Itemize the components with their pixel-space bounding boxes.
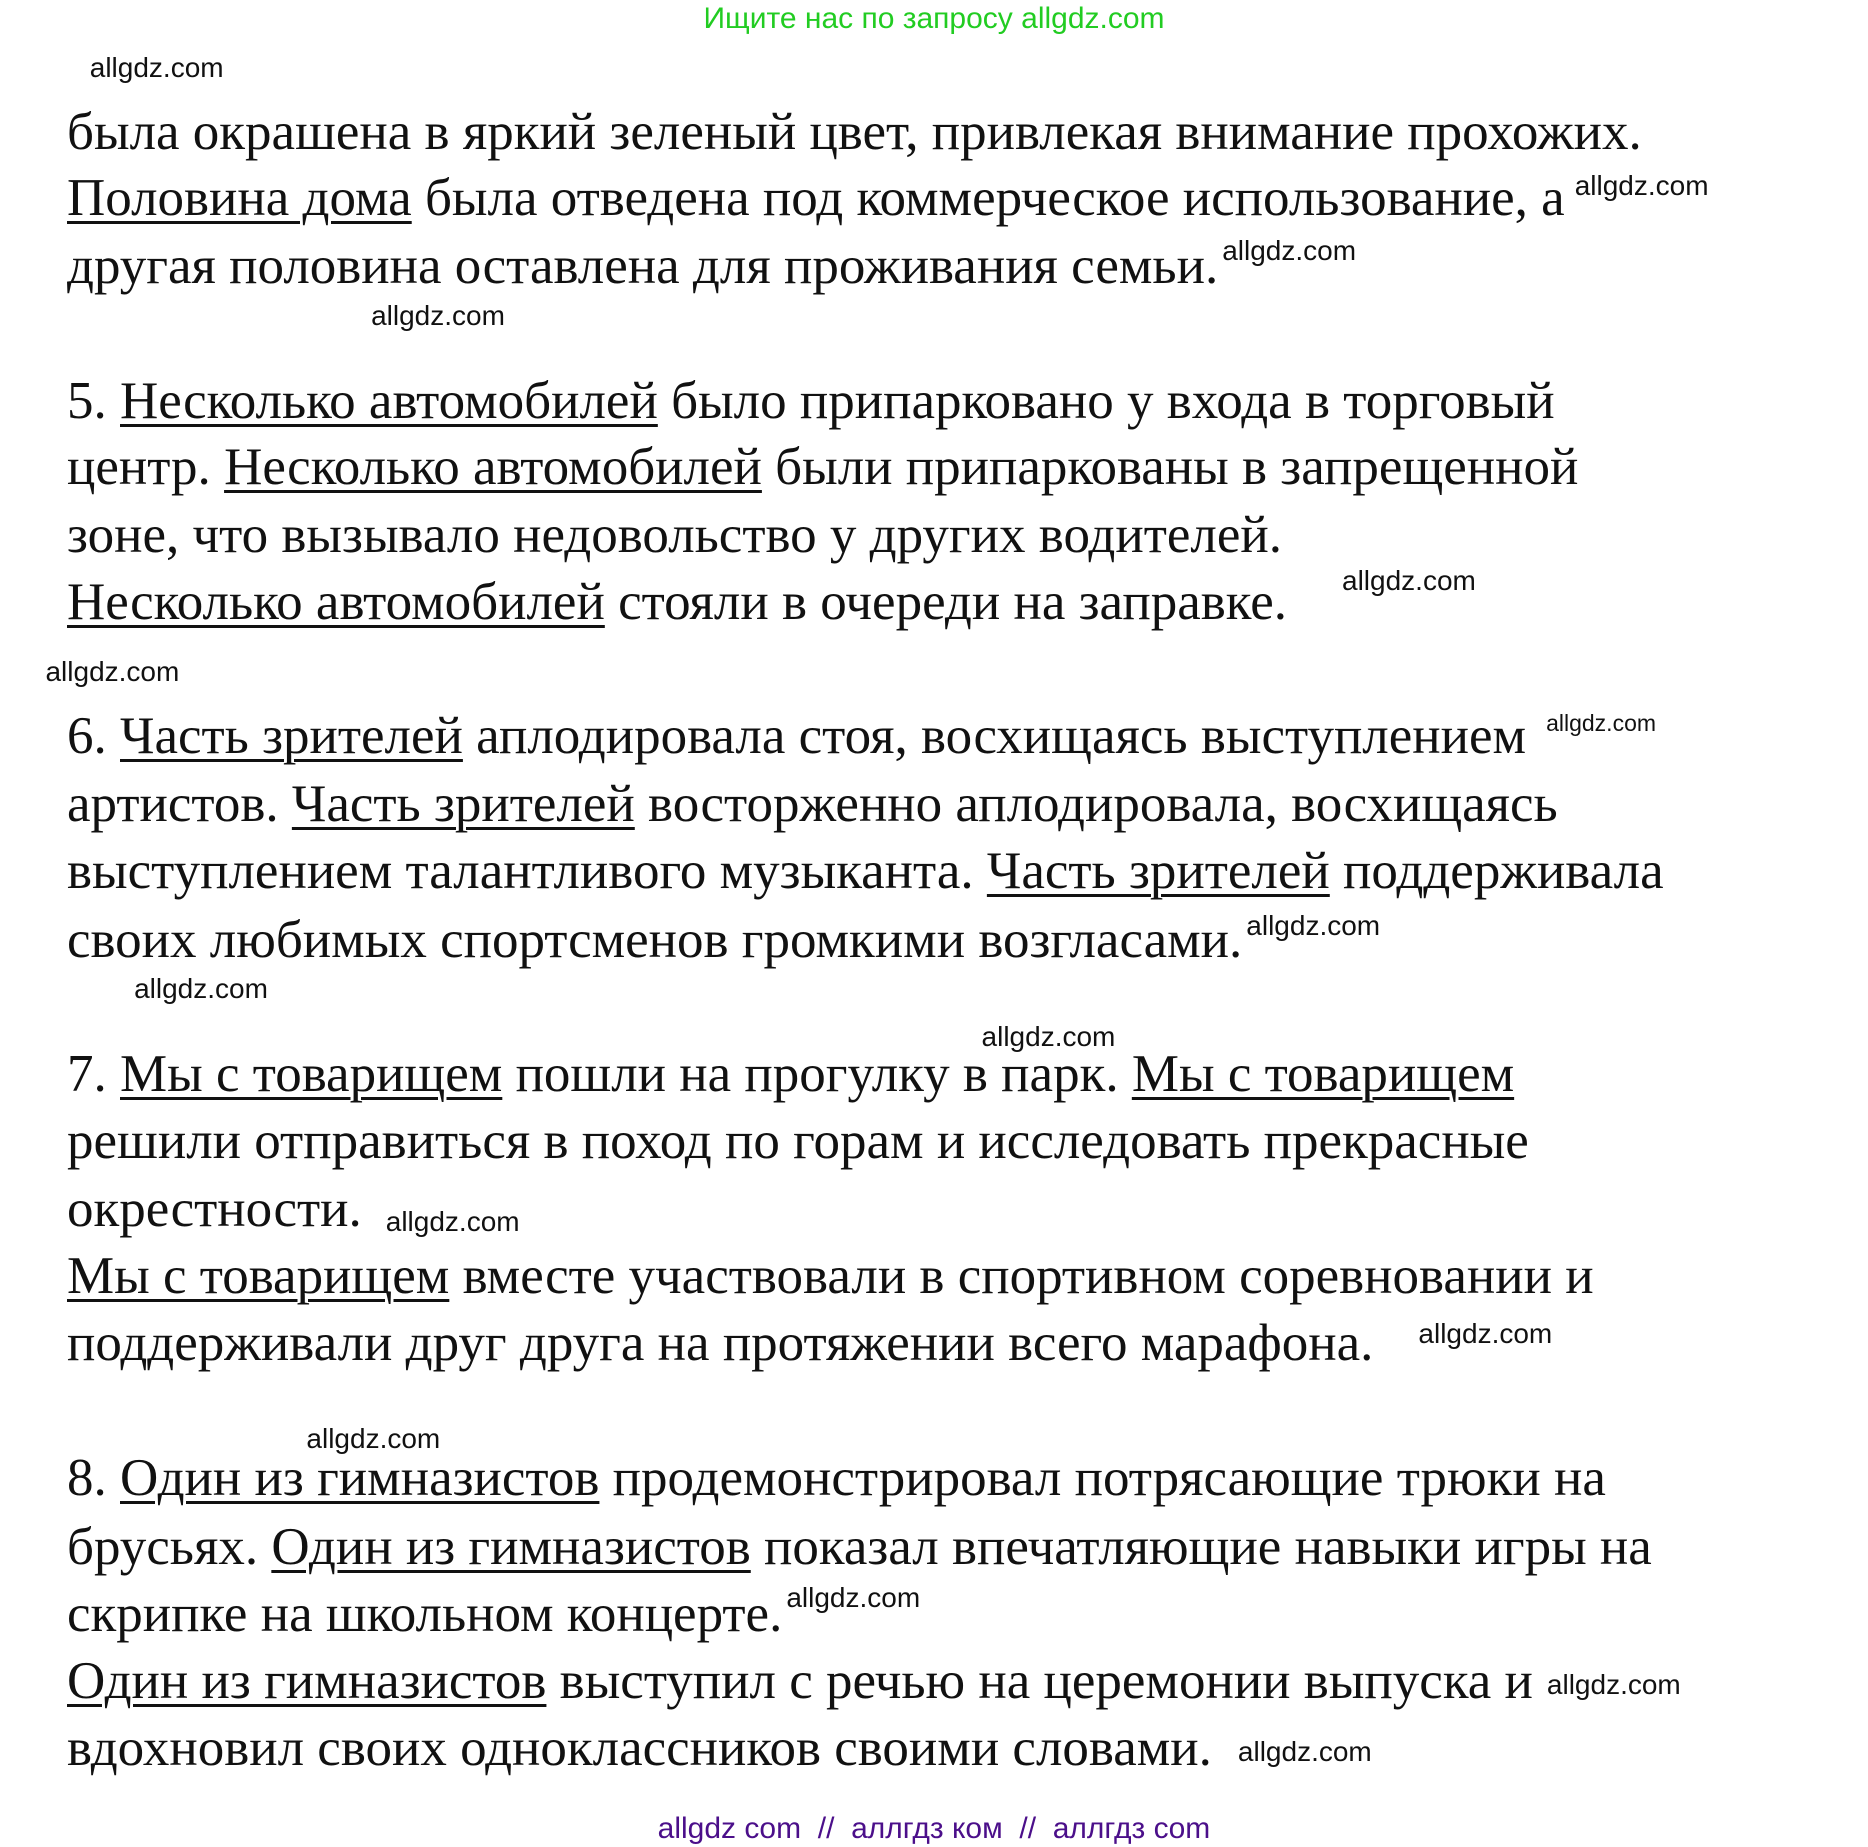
- watermark-text: allgdz.com: [1574, 170, 1709, 202]
- watermark-text: allgdz.com: [371, 300, 505, 331]
- text-segment: восторженно аплодировала, восхищаясь: [634, 775, 1558, 834]
- text-line: [67, 843, 1664, 899]
- text-segment: другая половина оставлена для проживания семьи.: [67, 236, 1219, 295]
- watermark-text: allgdz.com: [134, 972, 268, 1004]
- text-line: [67, 1315, 1552, 1371]
- watermark-text: allgdz.com: [1222, 234, 1357, 266]
- text-segment: показал впечатляющие навыки игры на: [750, 1517, 1652, 1576]
- text-line: [67, 912, 1380, 968]
- watermark-text: allgdz.com: [1246, 910, 1381, 942]
- text-segment: была окрашена в яркий зеленый цвет, привлекая внимание прохожих.: [67, 102, 1642, 161]
- text-segment: 5.: [67, 371, 120, 430]
- text-segment: 8.: [67, 1449, 120, 1508]
- underlined-subject: Один из гимназистов: [271, 1517, 751, 1576]
- text-segment: центр.: [67, 437, 225, 496]
- watermark-text: allgdz.com: [981, 1020, 1116, 1052]
- text-segment: продемонстрировал потрясающие трюки на: [599, 1449, 1606, 1508]
- text-segment: зоне, что вызывало недовольство у других водителей.: [67, 506, 1283, 565]
- text-line: [67, 708, 1656, 764]
- underlined-subject: Часть зрителей: [986, 842, 1330, 901]
- watermark-text: allgdz.com: [1237, 1736, 1372, 1768]
- text-line: [67, 439, 1578, 495]
- text-segment: вдохновил своих одноклассников своими словами.: [67, 1718, 1212, 1777]
- text-line: [67, 564, 1476, 632]
- text-segment: своих любимых спортсменов громкими возгласами.: [67, 910, 1243, 969]
- text-segment: поддерживала: [1329, 842, 1664, 901]
- underlined-subject: Несколько автомобилей: [120, 371, 658, 430]
- text-segment: брусьях.: [67, 1517, 272, 1576]
- underlined-subject: Один из гимназистов: [120, 1449, 600, 1508]
- text-line: [67, 1450, 1606, 1506]
- text-segment: вместе участвовали в спортивном соревновании и: [449, 1247, 1594, 1305]
- text-line: [67, 1582, 921, 1643]
- text-segment: решили отправиться в поход по горам и исследовать прекрасные: [67, 1111, 1529, 1170]
- text-segment: выступлением талантливого музыканта.: [67, 842, 987, 901]
- text-segment: были припаркованы в запрещенной: [761, 437, 1579, 496]
- underlined-subject: Часть зрителей: [120, 707, 463, 766]
- text-segment: выступил с речью на церемонии выпуска и: [546, 1651, 1533, 1710]
- watermark-text: allgdz.com: [45, 655, 180, 687]
- text-line: [67, 234, 1357, 295]
- underlined-subject: Часть зрителей: [291, 775, 635, 834]
- text-segment: окрестности.: [67, 1179, 362, 1238]
- text-segment: поддерживали друг друга на протяжении всего марафона.: [67, 1314, 1374, 1373]
- watermark-text: allgdz.com: [1546, 709, 1657, 736]
- watermark-text: allgdz.com: [1342, 564, 1476, 596]
- watermark-text: allgdz.com: [306, 1422, 441, 1454]
- underlined-subject: Мы с товарищем: [120, 1044, 503, 1103]
- text-line: [67, 1046, 1514, 1102]
- text-line: [67, 1720, 1372, 1776]
- underlined-subject: Мы с товарищем: [1131, 1044, 1515, 1103]
- underlined-subject: Половина дома: [67, 168, 412, 227]
- text-segment: артистов.: [67, 775, 292, 834]
- underlined-subject: Несколько автомобилей: [67, 573, 605, 632]
- watermark-text: allgdz.com: [385, 1205, 520, 1237]
- text-line: [67, 373, 1555, 429]
- watermark-text: allgdz.com: [89, 52, 224, 84]
- text-line: [67, 776, 1558, 832]
- text-line: [67, 1248, 1594, 1304]
- text-line: [67, 1181, 520, 1237]
- text-segment: аплодировала стоя, восхищаясь выступлением: [462, 707, 1527, 766]
- underlined-subject: Несколько автомобилей: [224, 437, 762, 496]
- text-segment: скрипке на школьном концерте.: [67, 1584, 783, 1643]
- text-line: [67, 1653, 1681, 1709]
- text-segment: стояли в очереди на заправке.: [604, 573, 1287, 632]
- header-banner[interactable]: Ищите нас по запросу allgdz.com: [703, 2, 1165, 35]
- watermark-text: allgdz.com: [1546, 1669, 1681, 1701]
- watermark-text: allgdz.com: [1418, 1317, 1553, 1349]
- watermark-text: allgdz.com: [786, 1582, 921, 1614]
- text-line: [67, 1113, 1529, 1169]
- text-line: [67, 507, 1282, 563]
- text-segment: 6.: [67, 707, 120, 766]
- footer-banner[interactable]: allgdz com // аллгдз ком // аллгдз com: [657, 1812, 1211, 1845]
- text-segment: 7.: [67, 1044, 120, 1103]
- underlined-subject: Мы с товарищем: [67, 1247, 450, 1305]
- text-segment: было припарковано у входа в торговый: [657, 371, 1555, 430]
- text-line: [67, 104, 1642, 160]
- underlined-subject: Один из гимназистов: [67, 1651, 547, 1710]
- text-segment: была отведена под коммерческое использование, а: [411, 168, 1565, 227]
- text-line: [67, 170, 1709, 226]
- text-segment: пошли на прогулку в парк.: [502, 1044, 1132, 1103]
- text-line: [67, 1519, 1652, 1575]
